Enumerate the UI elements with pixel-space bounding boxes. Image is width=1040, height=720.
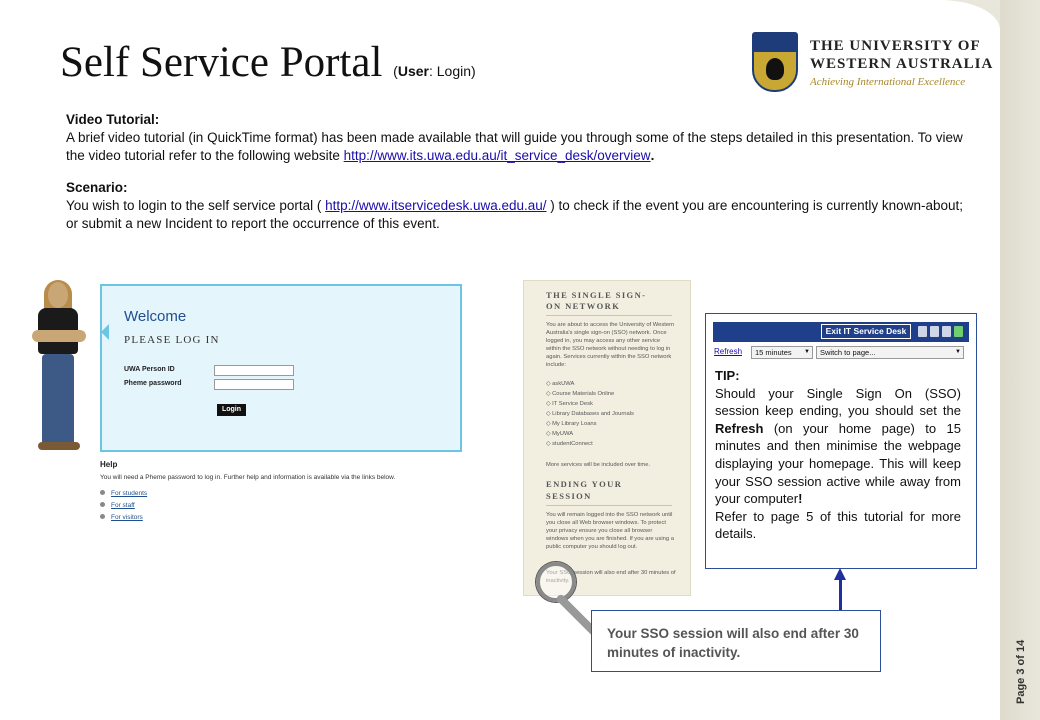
help-text: You will need a Pheme password to log in. Further help and information is available via the links below. xyxy=(100,474,396,481)
sso-service-item[interactable]: ◇ MyUWA xyxy=(546,431,573,437)
help-link-students[interactable] xyxy=(100,490,147,497)
password-label: Pheme password xyxy=(124,380,182,387)
refresh-link[interactable]: Refresh xyxy=(714,347,743,356)
switch-page-value: Switch to page... xyxy=(820,348,876,357)
tip-text-p2: Refer to page 5 of this tutorial for more details. xyxy=(715,508,961,542)
video-tutorial-link[interactable]: http://www.its.uwa.edu.au/it_service_desk/overview xyxy=(343,148,651,163)
video-text: A brief video tutorial (in QuickTime format) has been made available that will guide you through some of the steps detailed in this presentation. To view the video tutorial refer to the following website xyxy=(66,130,963,163)
login-screenshot xyxy=(96,282,466,521)
sso-service-item[interactable]: ◇ My Library Loans xyxy=(546,421,597,427)
person-head xyxy=(48,282,68,308)
intro-text xyxy=(66,111,966,233)
pointer-tab xyxy=(101,324,109,340)
person-image xyxy=(30,282,90,452)
chevron-down-icon: ▼ xyxy=(804,349,810,355)
subtitle-role: User xyxy=(397,63,429,79)
tip-text-refresh: Refresh xyxy=(715,420,764,436)
sso-info-screenshot xyxy=(523,280,691,596)
home-icon[interactable] xyxy=(918,326,927,337)
scenario-paragraph xyxy=(66,197,966,233)
help-link-label: For students xyxy=(111,490,148,497)
please-log-in-heading: PLEASE LOG IN xyxy=(124,334,220,346)
refresh-interval-value: 15 minutes xyxy=(755,348,792,357)
person-id-label: UWA Person ID xyxy=(124,366,175,373)
mail-icon[interactable] xyxy=(942,326,951,337)
sso-service-item[interactable]: ◇ Course Materials Online xyxy=(546,391,614,397)
tip-text-a: Should your Single Sign On (SSO) session keep ending, you should set the xyxy=(715,385,961,419)
callout-text: Your SSO session will also end after 30 minutes of inactivity. xyxy=(607,626,859,660)
help-link-staff[interactable] xyxy=(100,502,135,509)
sso-service-item[interactable]: ◇ askUWA xyxy=(546,381,574,387)
switch-page-select[interactable] xyxy=(816,346,964,359)
title-text: Self Service Portal xyxy=(60,39,383,86)
zoom-callout xyxy=(591,610,881,672)
video-end: . xyxy=(650,148,655,163)
logo-line-1: THE UNIVERSITY OF xyxy=(810,38,981,54)
status-icon[interactable] xyxy=(954,326,963,337)
subtitle-open: ( xyxy=(393,63,398,79)
login-panel xyxy=(100,284,462,452)
magnifier-icon xyxy=(536,562,576,602)
logo-tagline: Achieving International Excellence xyxy=(810,76,966,88)
tip-body xyxy=(715,367,961,543)
arrow-shaft xyxy=(839,578,842,610)
ending-text: You will remain logged into the SSO network until you close all Web browser windows. To protect your privacy ensure you close all browser windows when you are finished. If you are using a public computer you should log out. xyxy=(546,512,674,550)
sso-service-item[interactable]: ◇ IT Service Desk xyxy=(546,401,593,407)
sso-service-item[interactable]: ◇ Library Databases and Journals xyxy=(546,411,634,417)
university-logo xyxy=(752,32,994,94)
portal-link[interactable]: http://www.itservicedesk.uwa.edu.au/ xyxy=(325,198,547,213)
tip-text-c: (on your home page) to 15 minutes and then minimise the webpage displaying your homepage. This will keep your SSO session active while away from your computer xyxy=(715,420,961,507)
chevron-down-icon: ▼ xyxy=(955,349,961,355)
person-id-input[interactable] xyxy=(214,365,294,376)
help-link-visitors[interactable] xyxy=(100,514,143,521)
toolbar-screenshot xyxy=(713,322,969,342)
password-input[interactable] xyxy=(214,379,294,390)
crest-icon xyxy=(752,32,798,92)
print-icon[interactable] xyxy=(930,326,939,337)
sso-service-item[interactable]: ◇ studentConnect xyxy=(546,441,593,447)
help-link-label: For staff xyxy=(111,502,135,509)
help-link-label: For visitors xyxy=(111,514,143,521)
exit-service-desk-button[interactable]: Exit IT Service Desk xyxy=(821,324,911,339)
bullet-icon xyxy=(100,502,105,507)
help-heading: Help xyxy=(100,460,118,469)
scenario-text-before: You wish to login to the self service portal ( xyxy=(66,198,326,213)
login-button[interactable]: Login xyxy=(217,404,246,416)
sso-heading-line-2: ON NETWORK xyxy=(546,301,621,311)
ending-heading-line-1: ENDING YOUR xyxy=(546,479,623,489)
title-subtitle xyxy=(393,63,476,79)
page-title xyxy=(60,38,476,87)
scenario-heading: Scenario: xyxy=(66,180,128,195)
video-heading: Video Tutorial: xyxy=(66,112,160,127)
video-paragraph xyxy=(66,129,966,165)
subtitle-rest: : Login) xyxy=(428,63,476,79)
person-arms xyxy=(32,330,86,342)
refresh-interval-select[interactable] xyxy=(751,346,813,359)
bullet-icon xyxy=(100,514,105,519)
sso-intro: You are about to access the University of Western Australia's single sign-on (SSO) network. Once logged in, you may access any other service within the SSO network without needing to log in again. Services currently within the SSO network include: xyxy=(546,322,675,368)
spacer xyxy=(66,165,966,179)
ending-heading-line-2: SESSION xyxy=(546,491,592,501)
person-feet xyxy=(38,442,80,450)
crest-band xyxy=(754,34,796,52)
refresh-row xyxy=(714,346,970,360)
divider xyxy=(546,505,672,506)
scenario-text-after: ) to check if the event you are encountering is currently known-about; or submit a new Incident to report the occurrence of this event. xyxy=(66,198,963,231)
page-number: Page 3 of 14 xyxy=(1015,639,1027,704)
tip-heading: TIP: xyxy=(715,368,740,383)
inactivity-text: Your SSO session will also end after 30 minutes of inactivity. xyxy=(546,570,676,584)
bullet-icon xyxy=(100,490,105,495)
sso-more: More services will be included over time. xyxy=(546,462,651,468)
tip-text-excl: ! xyxy=(798,491,803,507)
divider xyxy=(546,315,672,316)
arrow-up-icon xyxy=(834,568,846,580)
logo-line-2: WESTERN AUSTRALIA xyxy=(810,56,994,72)
swan-icon xyxy=(766,58,784,80)
sso-heading-line-1: THE SINGLE SIGN- xyxy=(546,290,647,300)
welcome-heading: Welcome xyxy=(124,308,187,325)
person-legs xyxy=(42,354,74,446)
slide-edge xyxy=(1000,0,1040,720)
tip-box xyxy=(705,313,977,569)
